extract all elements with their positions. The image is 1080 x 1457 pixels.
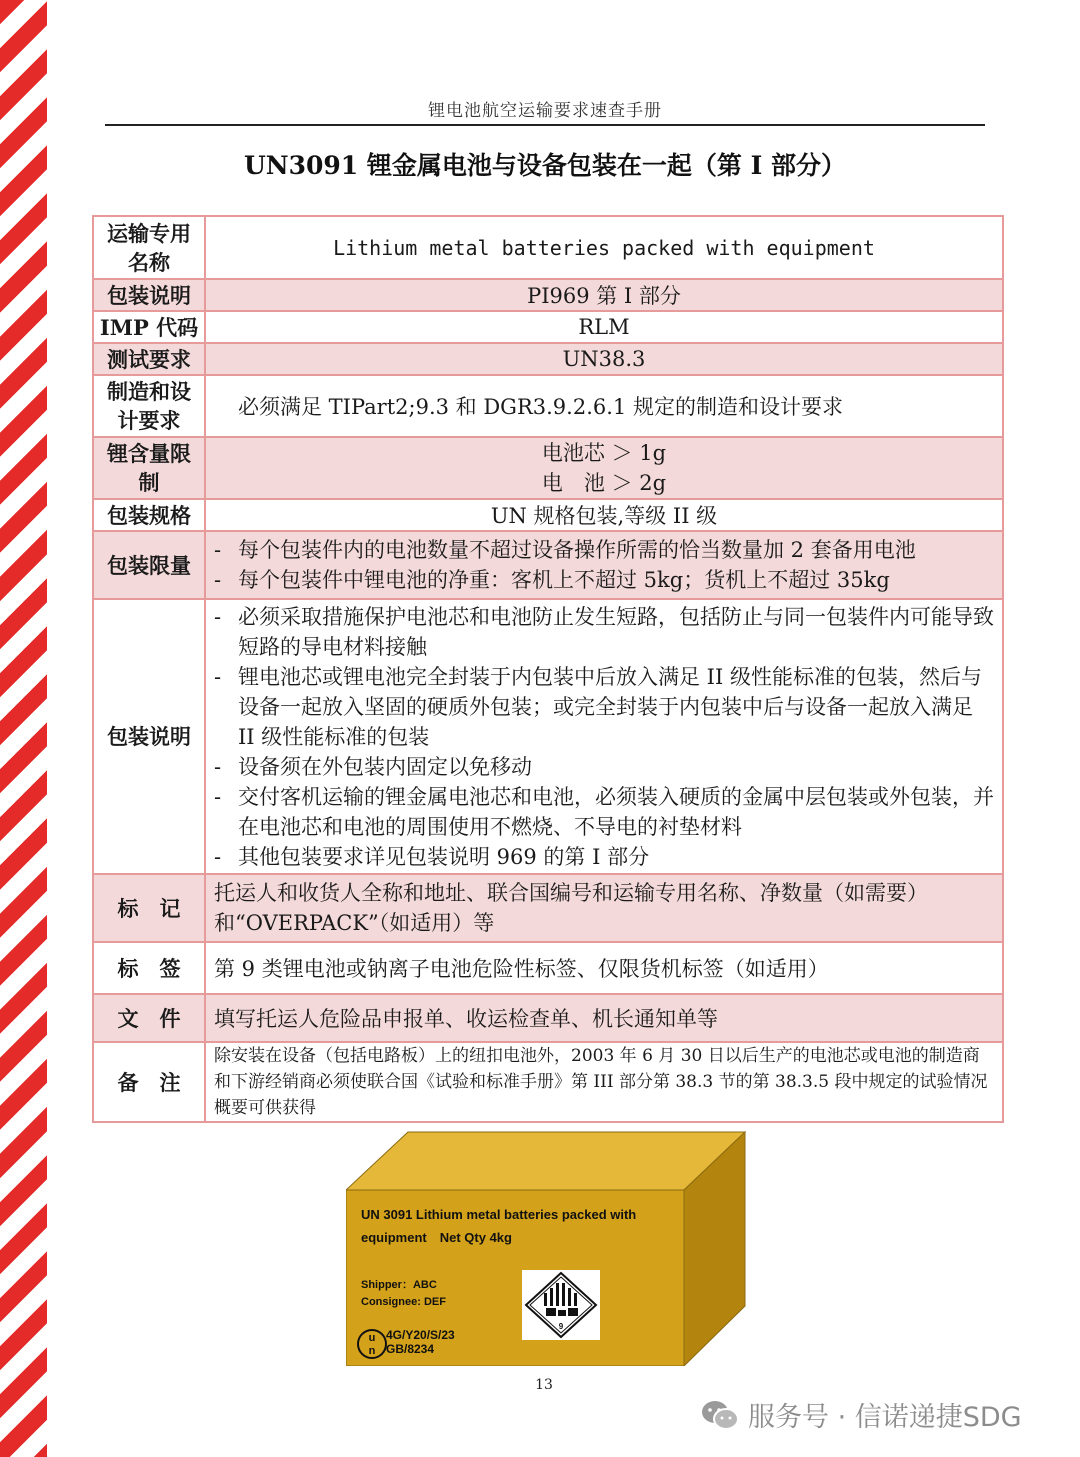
un-packaging-code (386, 1328, 455, 1356)
red-hazard-stripes (0, 0, 47, 1457)
row-value: 托运人和收货人全称和地址、联合国编号和运输专用名称、净数量（如需要）和“OVERPACK”（如适用）等 (205, 874, 1003, 942)
box-line-1: UN 3091 Lithium metal batteries packed with (361, 1207, 637, 1222)
list-item: - 其他包装要求详见包装说明 969 的第 I 部分 (214, 844, 650, 869)
class-9-hazard-label-icon (522, 1270, 600, 1340)
row-label: 测试要求 (93, 343, 205, 375)
row-label: IMP 代码 (93, 311, 205, 343)
table-row-manufacture (93, 375, 1003, 437)
list-item: - 锂电池芯或锂电池完全封装于内包装中后放入满足 II 级性能标准的包装，然后与设备一起放入坚固的硬质外包装；或完全封装于内包装中后与设备一起放入满足 II 级性能标准的包装 (214, 664, 982, 749)
row-label: 包装说明 (93, 279, 205, 311)
row-value: UN 规格包装,等级 II 级 (205, 499, 1003, 531)
box-shipper: Shipper：ABC (361, 1279, 437, 1291)
row-value: 第 9 类锂电池或钠离子电池危险性标签、仅限货机标签（如适用） (205, 942, 1003, 994)
table-row-packing-notes (93, 599, 1003, 874)
cell-limit: 电池芯 ＞ 1g (541, 441, 667, 465)
battery-limit: 电 池 ＞ 2g (541, 471, 667, 495)
row-label: 包装规格 (93, 499, 205, 531)
row-value: 填写托运人危险品申报单、收运检查单、机长通知单等 (205, 994, 1003, 1042)
un-code-line-1: 4G/Y20/S/23 (386, 1328, 455, 1342)
wechat-watermark (700, 1395, 1022, 1434)
table-row-lithium-limit (93, 437, 1003, 499)
table-row-packaging-spec (93, 499, 1003, 531)
row-value (205, 437, 1003, 499)
row-value: 除安装在设备（包括电路板）上的纽扣电池外，2003 年 6 月 30 日以后生产的电池芯或电池的制造商和下游经销商必须使联合国《试验和标准手册》第 III 部分第 38.3 节的第 38.3.5 段中规定的试验情况概要可供获得 (205, 1042, 1003, 1122)
shipping-name-value: Lithium metal batteries packed with equipment (333, 235, 875, 260)
row-value (205, 531, 1003, 599)
page-title: UN3091 锂金属电池与设备包装在一起（第 I 部分） (243, 151, 847, 180)
box-line-2: equipment Net Qty 4kg (361, 1230, 512, 1245)
svg-text:u: u (368, 1332, 376, 1344)
table-row-imp-code (93, 311, 1003, 343)
box-consignee: Consignee: DEF (361, 1296, 446, 1308)
watermark-text: 服务号 · 信诺递捷SDG (748, 1402, 1022, 1433)
requirements-table (92, 215, 1004, 1123)
table-row-shipping-name (93, 216, 1003, 279)
list-item: - 设备须在外包装内固定以免移动 (214, 754, 532, 779)
table-row-labels (93, 942, 1003, 994)
row-label: 标 记 (93, 874, 205, 942)
box-addresses (361, 1277, 521, 1311)
wechat-icon (700, 1398, 740, 1432)
table-row-packing-instruction (93, 279, 1003, 311)
list-item: - 交付客机运输的锂金属电池芯和电池，必须装入硬质的金属中层包装或外包装，并在电池芯和电池的周围使用不燃烧、不导电的衬垫材料 (214, 784, 994, 839)
table-row-marking (93, 874, 1003, 942)
row-value (205, 216, 1003, 279)
row-label: 运输专用名称 (93, 216, 205, 279)
row-value: UN38.3 (205, 343, 1003, 375)
row-value: PI969 第 I 部分 (205, 279, 1003, 311)
list-item: - 每个包装件中锂电池的净重：客机上不超过 5kg；货机上不超过 35kg (214, 568, 890, 592)
un-code-line-2: GB/8234 (386, 1342, 435, 1356)
table-row-package-limit (93, 531, 1003, 599)
row-value (205, 599, 1003, 874)
running-header: 锂电池航空运输要求速查手册 (428, 101, 662, 121)
table-row-documents (93, 994, 1003, 1042)
row-value: RLM (205, 311, 1003, 343)
table-row-remarks (93, 1042, 1003, 1122)
table-row-test (93, 343, 1003, 375)
row-label: 文 件 (93, 994, 205, 1042)
row-label: 标 签 (93, 942, 205, 994)
row-label: 制造和设计要求 (93, 375, 205, 437)
svg-text:9: 9 (558, 1322, 564, 1331)
box-shipping-name (361, 1203, 681, 1249)
row-label: 备 注 (93, 1042, 205, 1122)
list-item: - 必须采取措施保护电池芯和电池防止发生短路，包括防止与同一包装件内可能导致短路的导电材料接触 (214, 604, 994, 659)
header-divider (105, 124, 985, 126)
row-label: 包装说明 (93, 599, 205, 874)
row-label: 锂含量限制 (93, 437, 205, 499)
list-item: - 每个包装件内的电池数量不超过设备操作所需的恰当数量加 2 套备用电池 (214, 538, 916, 562)
page-number: 13 (535, 1377, 553, 1393)
svg-text:n: n (368, 1345, 376, 1357)
row-label: 包装限量 (93, 531, 205, 599)
row-value: 必须满足 TIPart2;9.3 和 DGR3.9.2.6.1 规定的制造和设计要求 (205, 375, 1003, 437)
